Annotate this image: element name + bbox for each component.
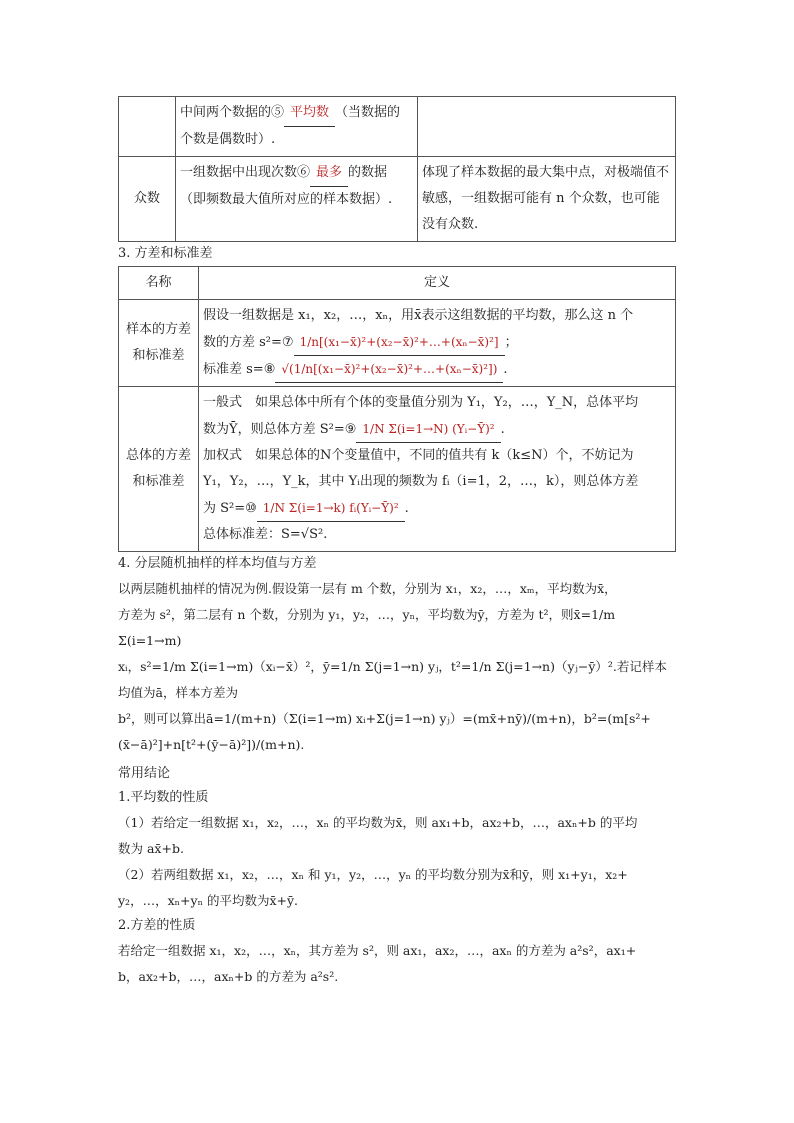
formula-blank: 1/N Σ(i=1→N) (Yᵢ−Ȳ)² <box>356 416 500 443</box>
formula-blank: 1/n[(x₁−x̄)²+(x₂−x̄)²+…+(xₙ−x̄)²] <box>294 329 505 356</box>
row-label: 总体的方差和标准差 <box>119 387 199 552</box>
line-text: 数的方差 s²=⑦ <box>203 335 294 350</box>
table-header-row <box>119 267 676 300</box>
definition-line: 加权式 如果总体的N个变量值中，不同的值共有 k（k≤N）个，不妨记为 <box>203 448 634 463</box>
table-row <box>119 387 676 552</box>
formula-blank: 1/N Σ(i=1→k) fᵢ(Yᵢ−Ȳ)² <box>257 495 405 522</box>
definition-line: 数的方差 s²=⑦ 1/n[(x₁−x̄)²+(x₂−x̄)²+…+(xₙ−x̄)²] ； <box>203 329 671 356</box>
row-label: 众数 <box>119 157 176 242</box>
table-cell <box>119 97 176 157</box>
subsection-heading: 2.方差的性质 <box>118 918 196 933</box>
table-cell <box>176 157 418 242</box>
table-cell <box>199 387 676 552</box>
definition-line: 一般式 如果总体中所有个体的变量值分别为 Y₁，Y₂，…，Y_N，总体平均 <box>203 395 639 410</box>
table-cell <box>176 97 418 157</box>
definition-line: 标准差 s=⑧ √(1/n[(x₁−x̄)²+(x₂−x̄)²+…+(xₙ−x̄)²]) . <box>203 356 671 383</box>
section-heading: 3. 方差和标准差 <box>118 246 213 261</box>
column-header: 定义 <box>199 267 676 300</box>
paragraph-line: b，ax₂+b，…，axₙ+b 的方差为 a²s². <box>118 969 339 984</box>
paragraph-line: （2）若两组数据 x₁，x₂，…，xₙ 和 y₁，y₂，…，yₙ 的平均数分别为x̄和ȳ，则 x₁+y₁，x₂+ <box>118 867 628 882</box>
document-page <box>118 96 676 990</box>
line-text: 数为Ȳ，则总体方差 S²=⑨ <box>203 422 357 437</box>
median-mode-table <box>118 96 676 242</box>
table-row <box>119 300 676 387</box>
answer-blank: 最多 <box>310 160 348 187</box>
table-row <box>119 157 676 242</box>
subsection-heading: 1.平均数的性质 <box>118 790 209 805</box>
definition-line: 假设一组数据是 x₁，x₂，…，xₙ，用x̄表示这组数据的平均数，那么这 n 个 <box>203 308 634 323</box>
definition-line: Y₁，Y₂，…，Y_k，其中 Yᵢ出现的频数为 fᵢ（i=1，2，…，k），则总体方差 <box>203 474 639 489</box>
cell-text: （当数据的个数是偶数时）. <box>180 105 401 147</box>
answer-blank: 平均数 <box>284 100 335 127</box>
table-cell: 体现了样本数据的最大集中点，对极端值不敏感，一组数据可能有 n 个众数，也可能没有众数. <box>418 157 676 242</box>
table-cell <box>418 97 676 157</box>
definition-line: 为 S²=⑩ 1/N Σ(i=1→k) fᵢ(Yᵢ−Ȳ)² . <box>203 495 671 522</box>
column-header: 名称 <box>119 267 199 300</box>
formula-blank: √(1/n[(x₁−x̄)²+(x₂−x̄)²+…+(xₙ−x̄)²]) <box>275 356 503 383</box>
paragraph-line: 以两层随机抽样的情况为例.假设第一层有 m 个数，分别为 x₁，x₂，…，xₘ，平均数为x̄， <box>118 581 617 596</box>
paragraph-line: 方差为 s²，第二层有 n 个数，分别为 y₁，y₂，…，yₙ，平均数为ȳ，方差为 t²，则x̄=1/m Σ(i=1→m) <box>118 607 616 648</box>
definition-line: 总体标准差：S=√S². <box>203 527 328 542</box>
paragraph-line: xᵢ，s²=1/m Σ(i=1→m)（xᵢ−x̄）²，ȳ=1/n Σ(j=1→n) yⱼ，t²=1/n Σ(j=1→n)（yⱼ−ȳ）².若记样本均值为ā，样本方差为 <box>118 659 667 700</box>
table-row <box>119 97 676 157</box>
cell-text: 一组数据中出现次数⑥ <box>180 165 311 180</box>
cell-text: 的数据（即频数最大值所对应的样本数据）. <box>180 165 393 207</box>
section-heading: 4. 分层随机抽样的样本均值与方差 <box>118 556 317 571</box>
section-heading: 常用结论 <box>118 766 171 781</box>
paragraph-line: b²，则可以算出ā=1/(m+n)（Σ(i=1→m) xᵢ+Σ(j=1→n) yⱼ）=(mx̄+nȳ)/(m+n)，b²=(m[s²+(x̄−ā)²]+n[t²+(ȳ−ā)²])/(m+n). <box>118 711 651 752</box>
definition-line: 数为Ȳ，则总体方差 S²=⑨ 1/N Σ(i=1→N) (Yᵢ−Ȳ)² . <box>203 416 671 443</box>
line-text: 为 S²=⑩ <box>203 501 257 516</box>
paragraph-line: 数为 ax̄+b. <box>118 841 184 856</box>
cell-text: 中间两个数据的⑤ <box>180 105 285 120</box>
row-label: 样本的方差和标准差 <box>119 300 199 387</box>
paragraph-line: 若给定一组数据 x₁，x₂，…，xₙ，其方差为 s²，则 ax₁，ax₂，…，axₙ 的方差为 a²s²，ax₁+ <box>118 943 637 958</box>
variance-table <box>118 266 676 552</box>
paragraph-line: y₂，…，xₙ+yₙ 的平均数为x̄+ȳ. <box>118 893 299 908</box>
table-cell <box>199 300 676 387</box>
paragraph-line: （1）若给定一组数据 x₁，x₂，…，xₙ 的平均数为x̄，则 ax₁+b，ax₂+b，…，axₙ+b 的平均 <box>118 815 638 830</box>
line-text: 标准差 s=⑧ <box>203 362 276 377</box>
